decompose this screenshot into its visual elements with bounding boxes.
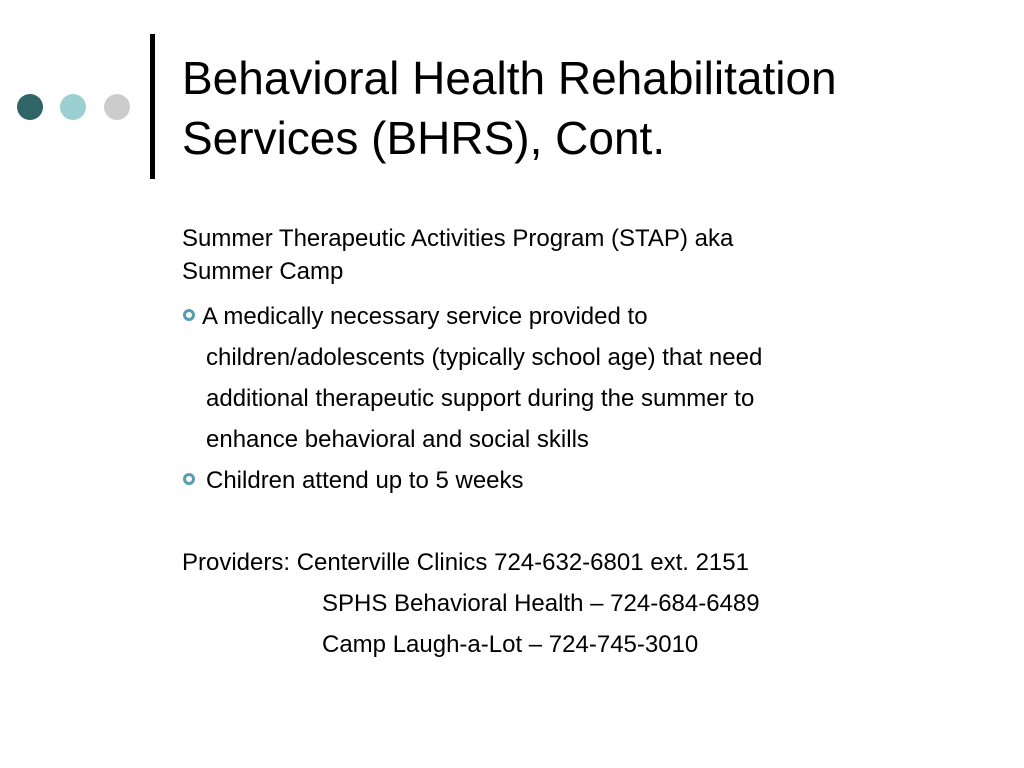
- bullet-line: enhance behavioral and social skills: [206, 426, 589, 453]
- slide-body: [182, 222, 982, 665]
- hollow-circle-bullet-icon: [183, 473, 195, 485]
- bullet-item-attendance: [182, 460, 982, 501]
- slide-title-line-1: Behavioral Health Rehabilitation: [182, 52, 837, 104]
- decorative-dot-light-teal: [60, 94, 86, 120]
- bullet-item-service: [182, 296, 982, 460]
- decorative-dot-dark: [17, 94, 43, 120]
- provider-line-camp-laugh-a-lot: Camp Laugh-a-Lot – 724-745-3010: [322, 631, 699, 658]
- decorative-dot-gray: [104, 94, 130, 120]
- bullet-line: A medically necessary service provided to: [202, 303, 648, 330]
- providers-list: [182, 542, 982, 665]
- provider-line-sphs: SPHS Behavioral Health – 724-684-6489: [322, 590, 760, 617]
- bullet-line: Children attend up to 5 weeks: [206, 467, 524, 494]
- title-divider-bar: [150, 34, 155, 179]
- slide-title-line-2: Services (BHRS), Cont.: [182, 112, 666, 164]
- bullet-line: children/adolescents (typically school age) that need: [206, 344, 763, 371]
- program-heading-line-2: Summer Camp: [182, 258, 344, 285]
- slide-title: [182, 48, 1002, 168]
- provider-line-centerville: Providers: Centerville Clinics 724-632-6801 ext. 2151: [182, 549, 749, 576]
- bullet-line: additional therapeutic support during the summer to: [206, 385, 755, 412]
- program-heading-line-1: Summer Therapeutic Activities Program (STAP) aka: [182, 225, 734, 252]
- bullet-text: [202, 296, 982, 460]
- hollow-circle-bullet-icon: [183, 309, 195, 321]
